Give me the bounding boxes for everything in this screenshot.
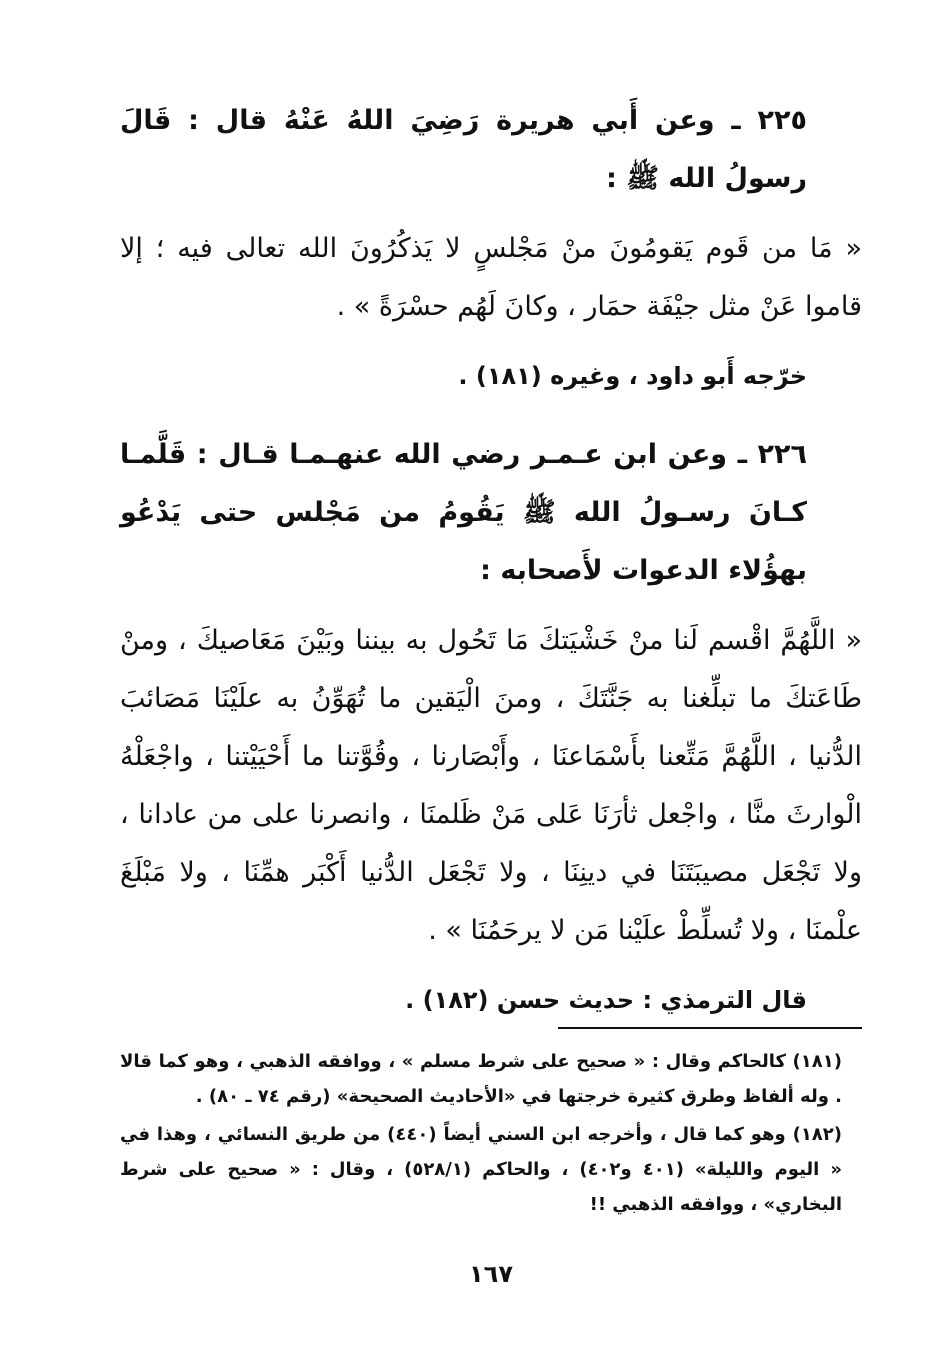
hadith-226-text: « اللَّهُمَّ اقْسم لَنا منْ خَشْيَتكَ مَا تَحُول به بيننا وبَيْنَ مَعَاصيكَ ، ومنْ طَاعَتكَ ما تبلِّغنا به جَنَّتَكَ ، ومنَ الْيَقين ما تُهَوِّنُ به علَيْنَا مَصَائبَ الدُّنيا ، اللَّهُمَّ مَتِّعنا بأَسْمَاعنَا ، وأَبْصَارنا ، وقُوَّتنا ما أَحْيَيْتنا ، واجْعَلْهُ الْوارثَ منَّا ، واجْعل ثأرَنَا عَلى مَنْ ظَلمنَا ، وانصرنا على من عادانا ، ولا تَجْعَل مصيبَتَنَا في دينِنَا ، ولا تَجْعَل الدُّنيا أَكْبَر همِّنَا ، ولا مَبْلَغَ علْمنَا ، ولا تُسلِّطْ علَيْنا مَن لا يرحَمُنَا » . xyxy=(120,625,862,946)
footnote-divider xyxy=(558,1027,862,1029)
hadith-226-intro: ٢٢٦ ـ وعن ابن عـمـر رضي الله عنهـمـا قـال : قَلَّمـا كـانَ رسـولُ الله ﷺ يَقُومُ من مَجْلس حتى يَدْعُو بهؤُلاء الدعوات لأَصحابه : xyxy=(120,439,807,586)
hadith-225-intro: ٢٢٥ ـ وعن أَبي هريرة رَضِيَ اللهُ عَنْهُ قال : قَالَ رسولُ الله ﷺ : xyxy=(120,105,807,194)
book-page xyxy=(120,92,862,1332)
hadith-225-text: « مَا من قَوم يَقومُونَ منْ مَجْلسٍ لا يَذكُرُونَ الله تعالى فيه ؛ إلا قاموا عَنْ مثل جيْفَة حمَار ، وكانَ لَهُم حسْرَةً » . xyxy=(120,233,862,322)
footnotes xyxy=(120,1044,862,1225)
footnote-181: (١٨١) كالحاكم وقال : « صحيح على شرط مسلم » ، ووافقه الذهبي ، وهو كما قالا . وله ألفاظ وطرق كثيرة خرجتها في «الأحاديث الصحيحة» (رقم ٧٤ ـ ٨٠) . xyxy=(120,1051,842,1107)
hadith-225 xyxy=(120,92,862,404)
hadith-226-source: قال الترمذي : حديث حسن (١٨٢) . xyxy=(405,986,807,1014)
hadith-226 xyxy=(120,426,862,1028)
hadith-225-source: خرّجه أَبو داود ، وغيره (١٨١) . xyxy=(458,362,807,390)
page-number: ١٦٧ xyxy=(469,1260,513,1288)
footnote-182: (١٨٢) وهو كما قال ، وأخرجه ابن السني أيضاً (٤٤٠) من طريق النسائي ، وهذا في « اليوم والليلة» (٤٠١ و٤٠٢) ، والحاكم (٥٢٨/١) ، وقال : « صحيح على شرط البخاري» ، ووافقه الذهبي !! xyxy=(120,1124,843,1215)
